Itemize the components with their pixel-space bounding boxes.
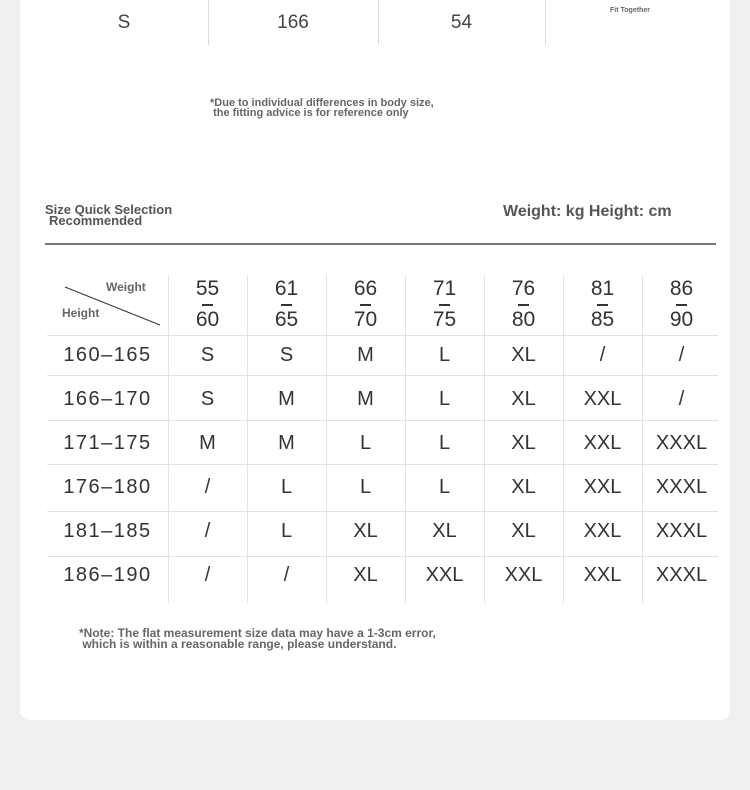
weight-to: 65 <box>274 308 299 331</box>
weight-to: 85 <box>590 308 615 331</box>
height-range: 171–175 <box>63 431 152 454</box>
range-dash <box>597 304 608 306</box>
size-cell: S <box>117 11 131 33</box>
size-cell: M <box>357 343 374 366</box>
height-range: 181–185 <box>63 519 152 542</box>
range-dash <box>202 304 213 306</box>
range-dash <box>676 304 687 306</box>
weight-to: 60 <box>195 308 220 331</box>
size-cell: XL <box>511 343 536 366</box>
size-cell: / <box>204 519 211 542</box>
height-range: 176–180 <box>63 475 152 498</box>
error-note-line-2: which is within a reasonable range, please understand. <box>82 637 397 651</box>
size-cell: L <box>359 431 372 454</box>
size-cell: / <box>678 343 685 366</box>
table-row <box>47 377 718 421</box>
fit-advice-line-2: the fitting advice is for reference only <box>213 107 409 119</box>
size-cell: S <box>279 343 294 366</box>
weight-to: 70 <box>353 308 378 331</box>
weight-range-header <box>326 275 405 335</box>
size-cell: L <box>438 343 451 366</box>
height-range: 166–170 <box>63 387 152 410</box>
size-cell: M <box>278 387 295 410</box>
size-cell: / <box>283 563 290 586</box>
section-divider <box>45 243 716 245</box>
size-cell: XXL <box>504 563 543 586</box>
size-cell: XXL <box>583 431 622 454</box>
size-cell: XXXL <box>655 475 708 498</box>
range-dash <box>439 304 450 306</box>
weight-to: 80 <box>511 308 536 331</box>
table-row <box>47 421 718 465</box>
size-cell: XL <box>511 387 536 410</box>
size-cell: XL <box>353 563 378 586</box>
size-cell: XXXL <box>655 431 708 454</box>
size-cell: / <box>204 475 211 498</box>
measurement-error-note <box>79 628 436 650</box>
size-cell: L <box>280 475 293 498</box>
size-cell: / <box>678 387 685 410</box>
size-cell: L <box>438 475 451 498</box>
range-dash <box>360 304 371 306</box>
units-label: Weight: kg Height: cm <box>503 203 672 220</box>
corner-weight-label: Weight <box>106 280 146 294</box>
weight-from: 61 <box>274 277 299 300</box>
weight-range-header <box>563 275 642 335</box>
fit-cell: Fit Together <box>610 7 650 14</box>
size-cell: XXL <box>583 519 622 542</box>
size-cell: XL <box>511 475 536 498</box>
size-cell: / <box>204 563 211 586</box>
size-cell: S <box>200 343 215 366</box>
weight-cell: 54 <box>450 11 473 33</box>
weight-from: 76 <box>511 277 536 300</box>
weight-from: 55 <box>195 277 220 300</box>
weight-from: 71 <box>432 277 457 300</box>
range-dash <box>518 304 529 306</box>
size-cell: XXL <box>425 563 464 586</box>
weight-to: 75 <box>432 308 457 331</box>
section-title <box>45 204 172 226</box>
table-corner-header <box>47 275 168 335</box>
size-cell: XL <box>511 431 536 454</box>
weight-from: 66 <box>353 277 378 300</box>
corner-height-label: Height <box>62 306 100 320</box>
size-cell: L <box>438 387 451 410</box>
height-range: 186–190 <box>63 563 152 586</box>
size-cell: XXL <box>583 475 622 498</box>
size-cell: XL <box>432 519 457 542</box>
weight-range-header <box>168 275 247 335</box>
size-cell: XXL <box>583 563 622 586</box>
error-note-line-1: *Note: The flat measurement size data may have a 1-3cm error, <box>79 626 436 640</box>
size-guide-card <box>20 0 730 720</box>
section-title-line-2: Recommended <box>49 213 143 228</box>
size-cell: / <box>599 343 606 366</box>
size-cell: M <box>278 431 295 454</box>
size-cell: L <box>280 519 293 542</box>
height-range: 160–165 <box>63 343 152 366</box>
table-row <box>47 465 718 509</box>
weight-range-header <box>247 275 326 335</box>
height-cell: 166 <box>277 11 309 33</box>
size-cell: XXXL <box>655 563 708 586</box>
size-cell: L <box>438 431 451 454</box>
table-row <box>47 553 718 597</box>
weight-from: 81 <box>590 277 615 300</box>
fit-advice-line-1: *Due to individual differences in body size, <box>210 97 434 109</box>
weight-range-header <box>405 275 484 335</box>
weight-from: 86 <box>669 277 694 300</box>
size-cell: M <box>357 387 374 410</box>
table-row <box>47 333 718 377</box>
size-cell: M <box>199 431 216 454</box>
size-cell: S <box>200 387 215 410</box>
table-row <box>47 509 718 553</box>
size-cell: XL <box>353 519 378 542</box>
weight-to: 90 <box>669 308 694 331</box>
size-cell: XL <box>511 519 536 542</box>
weight-range-header <box>642 275 721 335</box>
size-cell: L <box>359 475 372 498</box>
section-title-line-1: Size Quick Selection <box>45 202 173 217</box>
weight-range-header <box>484 275 563 335</box>
size-cell: XXL <box>583 387 622 410</box>
fit-advice-note <box>210 98 434 118</box>
size-chart-last-row <box>20 0 730 45</box>
range-dash <box>281 304 292 306</box>
size-cell: XXXL <box>655 519 708 542</box>
